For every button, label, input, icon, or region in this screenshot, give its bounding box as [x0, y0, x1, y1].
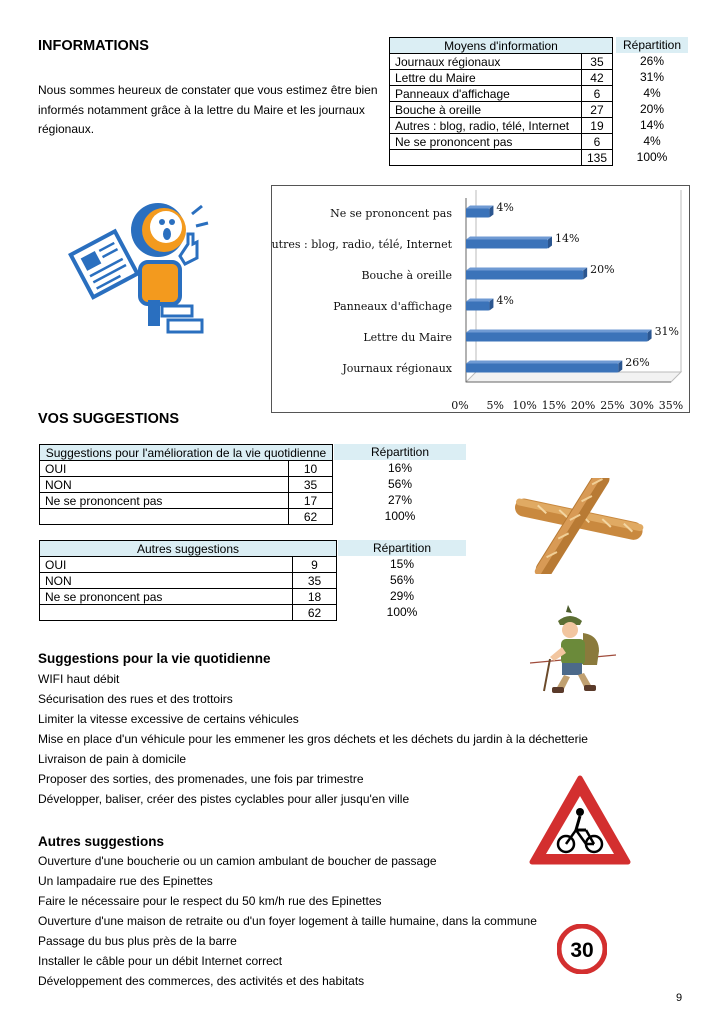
table-row: OUI 9 — [40, 557, 337, 573]
chart-bar — [466, 364, 618, 373]
information-means-table — [389, 37, 613, 166]
table-row: Lettre du Maire 42 — [390, 70, 613, 86]
chart-category-label: Journaux régionaux — [342, 362, 452, 375]
chart-bar-top — [466, 237, 552, 240]
table-header: Moyens d'information — [390, 38, 613, 54]
table-row: Ne se prononcent pas 18 — [40, 589, 337, 605]
suggestions-table-1 — [39, 444, 333, 525]
chart-x-tick-label: 35% — [658, 399, 684, 412]
chart-bar-top — [466, 330, 652, 333]
list-item: WIFI haut débit — [38, 672, 120, 686]
list-item: Développer, baliser, créer des pistes cyclables pour aller jusqu'en ville — [38, 792, 410, 806]
intro-line: informés notamment grâce à la lettre du Maire et les journaux — [38, 102, 365, 117]
chart-x-tick-label: 5% — [486, 399, 505, 412]
information-chart — [271, 185, 690, 413]
chart-data-label: 4% — [496, 294, 514, 307]
chart-x-tick-label: 10% — [512, 399, 537, 412]
table-row: Bouche à oreille 27 — [390, 102, 613, 118]
informations-title: INFORMATIONS — [38, 38, 149, 54]
table-row: Journaux régionaux 35 — [390, 54, 613, 70]
chart-bar-top — [466, 299, 493, 302]
table-header: Autres suggestions — [40, 541, 337, 557]
chart-data-label: 20% — [590, 263, 615, 276]
vie-quotidienne-title: Suggestions pour la vie quotidienne — [38, 651, 271, 666]
suggestions-table-2 — [39, 540, 337, 621]
intro-line: régionaux. — [38, 122, 95, 136]
chart-bar-top — [466, 361, 622, 364]
list-item: Un lampadaire rue des Epinettes — [38, 874, 213, 888]
table-row: Autres : blog, radio, télé, Internet 19 — [390, 118, 613, 134]
chart-x-tick-label: 25% — [600, 399, 625, 412]
list-item: Limiter la vitesse excessive de certains véhicules — [38, 712, 299, 726]
chart-bar — [466, 333, 648, 342]
chart-bar-top — [466, 268, 587, 271]
news-reader-illustration — [68, 196, 218, 346]
informations-intro — [38, 81, 388, 140]
list-item: Ouverture d'une boucherie ou un camion ambulant de boucher de passage — [38, 854, 437, 868]
table-total-row: 62 — [40, 605, 337, 621]
information-repartition-column: Répartition 26% 31% 4% 20% 14% 4% 100% — [616, 37, 688, 165]
chart-bar — [466, 240, 548, 249]
chart-category-label: Autres : blog, radio, télé, Internet — [272, 238, 452, 251]
list-item: Ouverture d'une maison de retraite ou d'un foyer logement à taille humaine, dans la commune — [38, 914, 537, 928]
list-item: Proposer des sorties, des promenades, une fois par trimestre — [38, 772, 364, 786]
baguette-illustration — [508, 478, 648, 574]
repartition-header: Répartition — [616, 37, 688, 53]
vie-quotidienne-list — [38, 669, 588, 809]
list-item: Livraison de pain à domicile — [38, 752, 187, 766]
list-item: Mise en place d'un véhicule pour les emmener les gros déchets et les déchets du jardin à la déchetterie — [38, 732, 588, 746]
table-row: Ne se prononcent pas 17 — [40, 493, 333, 509]
speed-limit-value: 30 — [570, 939, 594, 962]
chart-x-tick-label: 20% — [570, 399, 596, 412]
chart-x-tick-label: 0% — [451, 399, 469, 412]
list-item: Développement des commerces, des activités et des habitats — [38, 974, 365, 988]
chart-data-label: 14% — [555, 232, 580, 245]
list-item: Passage du bus plus près de la barre — [38, 934, 237, 948]
chart-category-label: Bouche à oreille — [361, 269, 452, 282]
page-number: 9 — [676, 992, 683, 1004]
cycle-warning-sign — [528, 774, 632, 866]
table-header: Suggestions pour l'amélioration de la vie quotidienne — [40, 445, 333, 461]
table-total-row: 135 — [390, 150, 613, 166]
table-row: NON 35 — [40, 573, 337, 589]
chart-category-label: Panneaux d'affichage — [333, 300, 452, 313]
autres-list — [38, 851, 537, 991]
chart-bar — [466, 271, 583, 280]
suggestions-title: VOS SUGGESTIONS — [38, 411, 179, 427]
chart-x-tick-label: 15% — [541, 399, 567, 412]
speed-limit-sign — [557, 924, 607, 974]
chart-svg — [272, 186, 689, 412]
chart-category-label: Ne se prononcent pas — [330, 207, 452, 220]
chart-bar-top — [466, 206, 493, 209]
list-item: Installer le câble pour un débit Internet correct — [38, 954, 283, 968]
list-item: Faire le nécessaire pour le respect du 50 km/h rue des Epinettes — [38, 894, 382, 908]
autres-title: Autres suggestions — [38, 834, 165, 849]
suggestions-repartition-2: Répartition 15% 56% 29% 100% — [338, 540, 466, 620]
table-row: Panneaux d'affichage 6 — [390, 86, 613, 102]
intro-line: Nous sommes heureux de constater que vous estimez être bien — [38, 83, 378, 97]
chart-data-label: 31% — [654, 325, 680, 338]
table-row: Ne se prononcent pas 6 — [390, 134, 613, 150]
chart-data-label: 26% — [625, 356, 650, 369]
list-item: Sécurisation des rues et des trottoirs — [38, 692, 233, 706]
chart-bar — [466, 209, 489, 218]
table-row: NON 35 — [40, 477, 333, 493]
chart-x-tick-label: 30% — [629, 399, 654, 412]
suggestions-repartition-1: Répartition 16% 56% 27% 100% — [334, 444, 466, 524]
chart-data-label: 4% — [496, 201, 514, 214]
table-row: OUI 10 — [40, 461, 333, 477]
table-total-row: 62 — [40, 509, 333, 525]
chart-category-label: Lettre du Maire — [363, 331, 452, 344]
chart-bar — [466, 302, 489, 311]
